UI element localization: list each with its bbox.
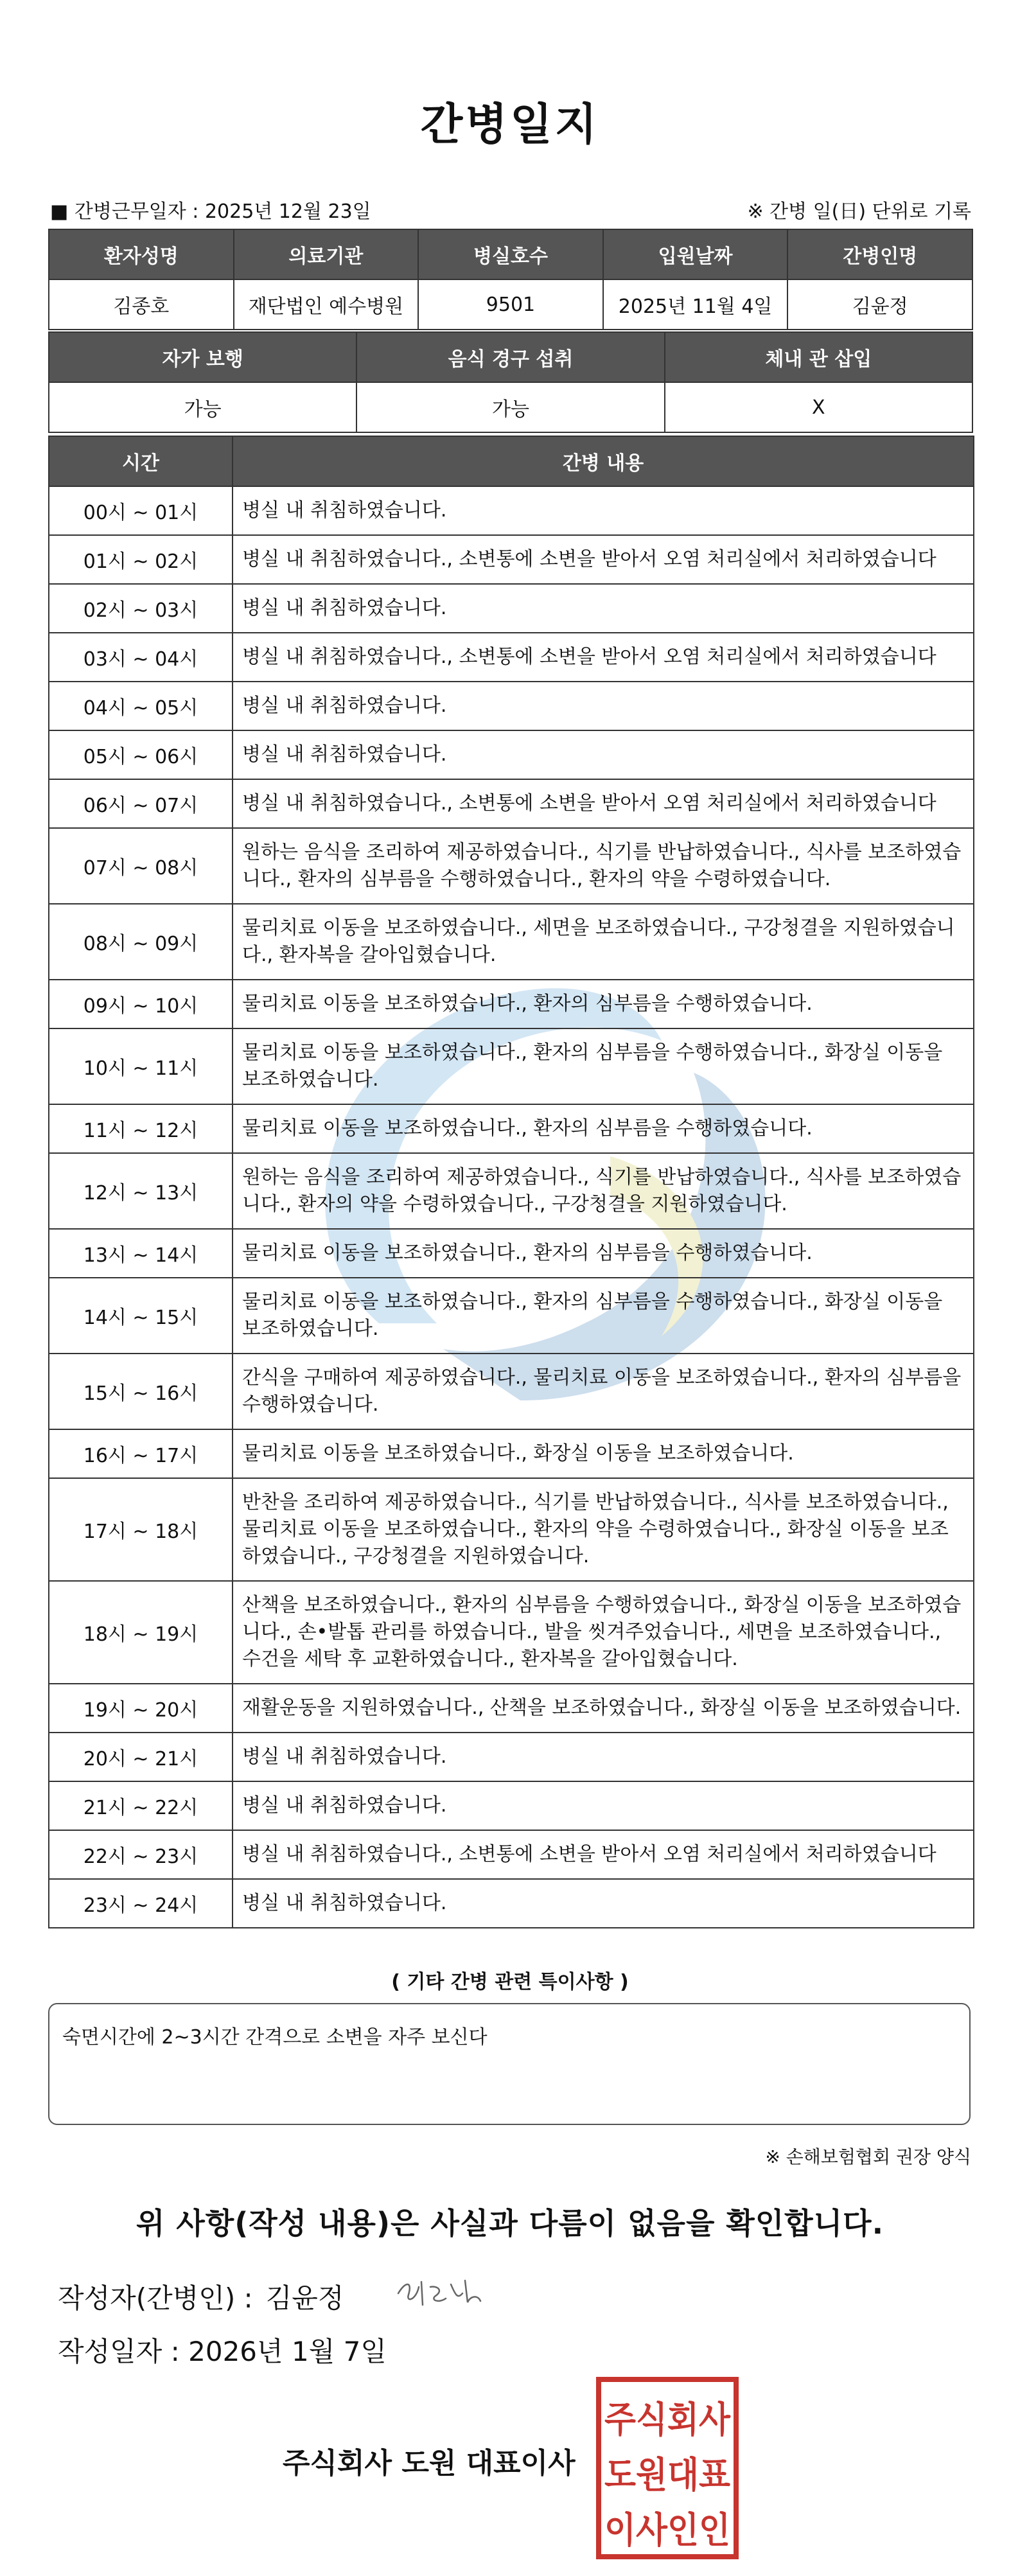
writer-label: 작성자(간병인) : xyxy=(58,2282,253,2314)
header-content: 간병 내용 xyxy=(233,436,974,486)
time-cell: 16시 ~ 17시 xyxy=(49,1429,233,1478)
content-cell: 병실 내 취침하였습니다., 소변통에 소변을 받아서 오염 처리실에서 처리하였습니다 xyxy=(233,1830,974,1879)
time-cell: 06시 ~ 07시 xyxy=(49,779,233,828)
time-cell: 04시 ~ 05시 xyxy=(49,682,233,730)
content-cell: 물리치료 이동을 보조하였습니다., 환자의 심부름을 수행하였습니다. xyxy=(233,980,974,1028)
recommend-note: ※ 손해보험협회 권장 양식 xyxy=(765,2146,971,2167)
room-number: 9501 xyxy=(418,279,603,330)
time-cell: 17시 ~ 18시 xyxy=(49,1478,233,1581)
time-cell: 18시 ~ 19시 xyxy=(49,1581,233,1684)
walking-status: 가능 xyxy=(49,382,356,432)
content-cell: 산책을 보조하였습니다., 환자의 심부름을 수행하였습니다., 화장실 이동을 보조하였습니다., 손•발톱 관리를 하였습니다., 발을 씻겨주었습니다., 세면을 보조하였습니다., 수건을 세탁 후 교환하였습니다., 환자복을 갈아입혔습니다. xyxy=(233,1581,974,1684)
time-cell: 15시 ~ 16시 xyxy=(49,1354,233,1429)
seal-text-line: 주식회사 xyxy=(604,2399,731,2441)
table-row xyxy=(49,1478,974,1581)
table-row xyxy=(49,1581,974,1684)
time-cell: 05시 ~ 06시 xyxy=(49,730,233,779)
time-cell: 00시 ~ 01시 xyxy=(49,486,233,535)
written-date: 작성일자 : 2026년 1월 7일 xyxy=(58,2336,387,2367)
table-row xyxy=(49,1153,974,1229)
writer-line xyxy=(58,2277,344,2316)
header-walking: 자가 보행 xyxy=(49,332,356,382)
content-cell: 물리치료 이동을 보조하였습니다., 화장실 이동을 보조하였습니다. xyxy=(233,1429,974,1478)
table-row xyxy=(49,1781,974,1830)
content-cell: 병실 내 취침하였습니다. xyxy=(233,1733,974,1781)
table-row xyxy=(49,682,974,730)
time-cell: 12시 ~ 13시 xyxy=(49,1153,233,1229)
work-date: ■ 간병근무일자 : 2025년 12월 23일 xyxy=(50,200,371,223)
time-cell: 11시 ~ 12시 xyxy=(49,1104,233,1153)
header-patient-name: 환자성명 xyxy=(49,229,234,279)
time-cell: 19시 ~ 20시 xyxy=(49,1684,233,1733)
header-tube: 체내 관 삽입 xyxy=(665,332,972,382)
header-time: 시간 xyxy=(49,436,233,486)
oral-intake-status: 가능 xyxy=(356,382,664,432)
table-row xyxy=(49,828,974,904)
patient-name: 김종호 xyxy=(49,279,234,330)
header-oral-intake: 음식 경구 섭취 xyxy=(356,332,664,382)
table-row xyxy=(49,1684,974,1733)
header-caregiver: 간병인명 xyxy=(787,229,972,279)
record-note: ※ 간병 일(日) 단위로 기록 xyxy=(747,200,971,223)
time-cell: 07시 ~ 08시 xyxy=(49,828,233,904)
table-row xyxy=(49,535,974,584)
content-cell: 물리치료 이동을 보조하였습니다., 환자의 심부름을 수행하였습니다. xyxy=(233,1229,974,1278)
content-cell: 병실 내 취침하였습니다., 소변통에 소변을 받아서 오염 처리실에서 처리하였습니다 xyxy=(233,633,974,682)
time-cell: 20시 ~ 21시 xyxy=(49,1733,233,1781)
time-cell: 03시 ~ 04시 xyxy=(49,633,233,682)
content-cell: 간식을 구매하여 제공하였습니다., 물리치료 이동을 보조하였습니다., 환자의 심부름을 수행하였습니다. xyxy=(233,1354,974,1429)
care-log-table xyxy=(48,436,974,1928)
writer-name: 김윤정 xyxy=(265,2282,344,2314)
seal-text-line: 이사인인 xyxy=(604,2510,730,2552)
content-cell: 병실 내 취침하였습니다., 소변통에 소변을 받아서 오염 처리실에서 처리하였습니다 xyxy=(233,535,974,584)
table-row xyxy=(49,1733,974,1781)
time-cell: 13시 ~ 14시 xyxy=(49,1229,233,1278)
time-cell: 22시 ~ 23시 xyxy=(49,1830,233,1879)
header-room: 병실호수 xyxy=(418,229,603,279)
time-cell: 02시 ~ 03시 xyxy=(49,584,233,633)
content-cell: 병실 내 취침하였습니다. xyxy=(233,1879,974,1928)
patient-status-table xyxy=(48,331,973,433)
content-cell: 물리치료 이동을 보조하였습니다., 환자의 심부름을 수행하였습니다., 화장실 이동을 보조하였습니다. xyxy=(233,1278,974,1354)
header-admission-date: 입원날짜 xyxy=(603,229,788,279)
table-row xyxy=(49,904,974,980)
content-cell: 원하는 음식을 조리하여 제공하였습니다., 식기를 반납하였습니다., 식사를 보조하였습니다., 환자의 심부름을 수행하였습니다., 환자의 약을 수령하였습니다. xyxy=(233,828,974,904)
company-signature-line: 주식회사 도원 대표이사 xyxy=(283,2447,576,2480)
hospital: 재단법인 예수병원 xyxy=(234,279,419,330)
time-cell: 01시 ~ 02시 xyxy=(49,535,233,584)
content-cell: 반찬을 조리하여 제공하였습니다., 식기를 반납하였습니다., 식사를 보조하였습니다., 물리치료 이동을 보조하였습니다., 환자의 약을 수령하였습니다., 화장실 이동을 보조하였습니다., 구강청결을 지원하였습니다. xyxy=(233,1478,974,1581)
content-cell: 물리치료 이동을 보조하였습니다., 환자의 심부름을 수행하였습니다., 화장실 이동을 보조하였습니다. xyxy=(233,1028,974,1104)
table-row xyxy=(49,1879,974,1928)
content-cell: 원하는 음식을 조리하여 제공하였습니다., 식기를 반납하였습니다., 식사를 보조하였습니다., 환자의 약을 수령하였습니다., 구강청결을 지원하였습니다. xyxy=(233,1153,974,1229)
header-hospital: 의료기관 xyxy=(234,229,419,279)
table-row xyxy=(49,730,974,779)
notes-box xyxy=(48,2003,971,2125)
time-cell: 08시 ~ 09시 xyxy=(49,904,233,980)
seal-text-line: 도원대표 xyxy=(604,2455,730,2496)
table-row xyxy=(49,486,974,535)
content-cell: 병실 내 취침하였습니다., 소변통에 소변을 받아서 오염 처리실에서 처리하였습니다 xyxy=(233,779,974,828)
time-cell: 21시 ~ 22시 xyxy=(49,1781,233,1830)
admission-date: 2025년 11월 4일 xyxy=(603,279,788,330)
table-row xyxy=(49,1104,974,1153)
time-cell: 14시 ~ 15시 xyxy=(49,1278,233,1354)
time-cell: 10시 ~ 11시 xyxy=(49,1028,233,1104)
table-row xyxy=(49,1354,974,1429)
company-seal-stamp xyxy=(596,2377,739,2559)
notes-text: 숙면시간에 2~3시간 간격으로 소변을 자주 보신다 xyxy=(62,2026,488,2049)
table-row xyxy=(49,584,974,633)
table-row xyxy=(49,980,974,1028)
content-cell: 병실 내 취침하였습니다. xyxy=(233,486,974,535)
table-row xyxy=(49,779,974,828)
content-cell: 재활운동을 지원하였습니다., 산책을 보조하였습니다., 화장실 이동을 보조하였습니다. xyxy=(233,1684,974,1733)
time-cell: 09시 ~ 10시 xyxy=(49,980,233,1028)
page-title: 간병일지 xyxy=(420,100,600,150)
table-row xyxy=(49,1278,974,1354)
time-cell: 23시 ~ 24시 xyxy=(49,1879,233,1928)
table-row xyxy=(49,1830,974,1879)
table-row xyxy=(49,1028,974,1104)
content-cell: 병실 내 취침하였습니다. xyxy=(233,730,974,779)
content-cell: 병실 내 취침하였습니다. xyxy=(233,584,974,633)
content-cell: 물리치료 이동을 보조하였습니다., 세면을 보조하였습니다., 구강청결을 지원하였습니다., 환자복을 갈아입혔습니다. xyxy=(233,904,974,980)
patient-info-table xyxy=(48,229,973,330)
content-cell: 물리치료 이동을 보조하였습니다., 환자의 심부름을 수행하였습니다. xyxy=(233,1104,974,1153)
confirmation-statement: 위 사항(작성 내용)은 사실과 다름이 없음을 확인합니다. xyxy=(136,2206,884,2241)
table-row xyxy=(49,633,974,682)
handwritten-signature xyxy=(393,2268,489,2313)
tube-status: X xyxy=(665,382,972,432)
table-row xyxy=(49,1429,974,1478)
notes-title: ( 기타 간병 관련 특이사항 ) xyxy=(391,1971,629,1993)
content-cell: 병실 내 취침하였습니다. xyxy=(233,682,974,730)
caregiver-name: 김윤정 xyxy=(787,279,972,330)
table-row xyxy=(49,1229,974,1278)
content-cell: 병실 내 취침하였습니다. xyxy=(233,1781,974,1830)
